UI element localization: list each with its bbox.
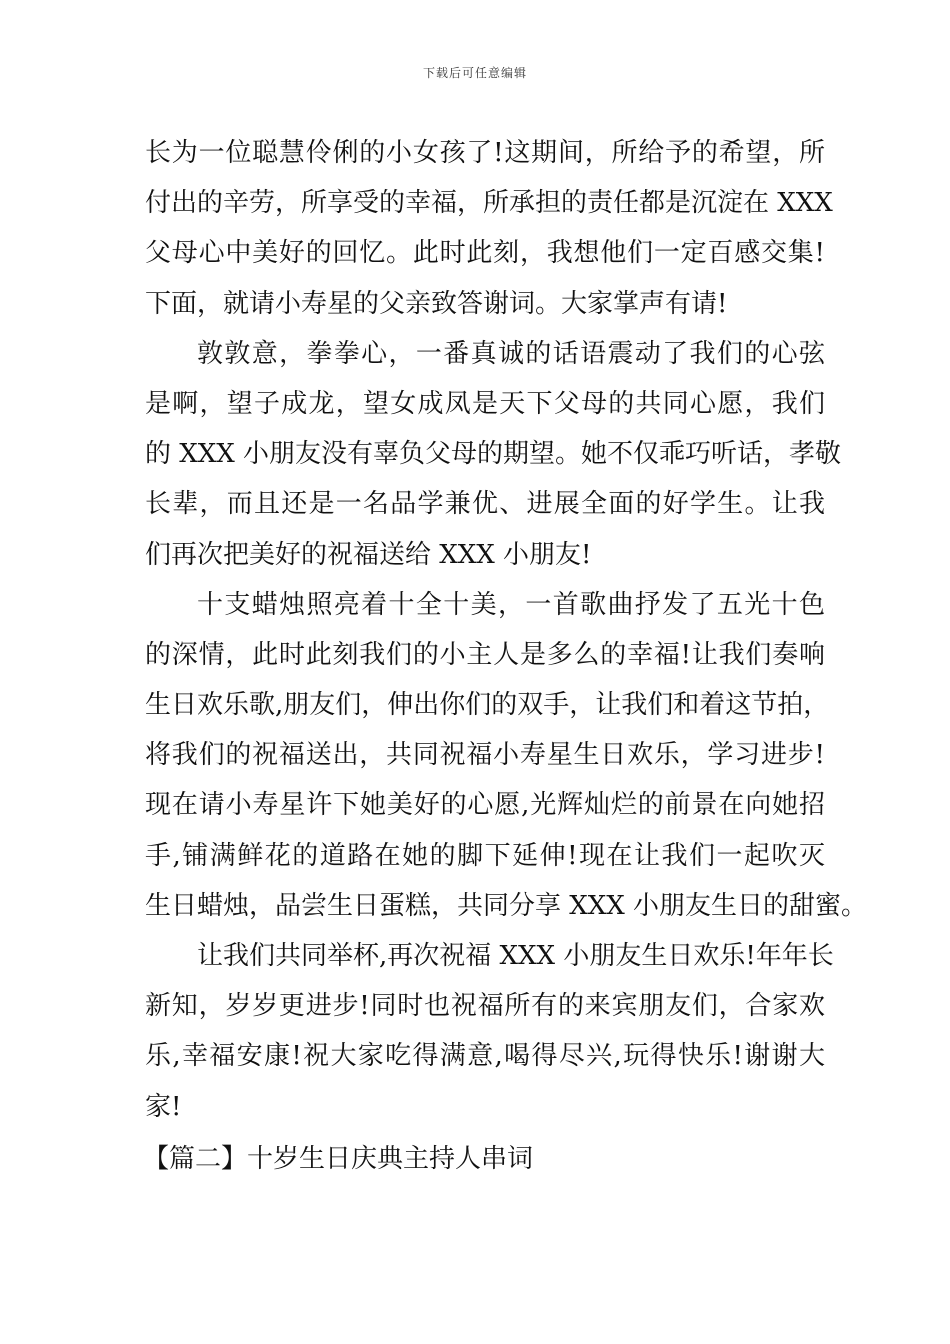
document-body xyxy=(143,128,868,1184)
paragraph-4 xyxy=(145,931,834,1132)
paragraph-3 xyxy=(145,580,868,931)
text-line: 是啊，望子成龙，望女成凤是天下父母的共同心愿，我们 xyxy=(145,388,825,419)
text-line: 生日蜡烛，品尝生日蛋糕，共同分享 XXX 小朋友生日的甜蜜。 xyxy=(145,890,868,921)
page-header-note: 下载后可任意编辑 xyxy=(422,66,527,80)
section-heading: 【篇二】十岁生日庆典主持人串词 xyxy=(143,1143,534,1174)
text-line: 下面，就请小寿星的父亲致答谢词。大家掌声有请! xyxy=(145,288,728,319)
text-line: 让我们共同举杯,再次祝福 XXX 小朋友生日欢乐!年年长 xyxy=(197,941,834,971)
text-line: 长为一位聪慧伶俐的小女孩了!这期间，所给予的希望，所 xyxy=(145,138,825,168)
text-line: 手,铺满鲜花的道路在她的脚下延伸!现在让我们一起吹灭 xyxy=(145,840,825,871)
paragraph-2 xyxy=(145,329,842,580)
text-line: 将我们的祝福送出，共同祝福小寿星生日欢乐，学习进步! xyxy=(145,740,825,771)
text-line: 的 XXX 小朋友没有辜负父母的期望。她不仅乖巧听话，孝敬 xyxy=(145,439,842,470)
text-line: 乐,幸福安康!祝大家吃得满意,喝得尽兴,玩得快乐!谢谢大 xyxy=(145,1041,825,1072)
text-line: 生日欢乐歌,朋友们，伸出你们的双手，让我们和着这节拍， xyxy=(145,690,830,721)
text-line: 现在请小寿星许下她美好的心愿,光辉灿烂的前景在向她招 xyxy=(145,790,825,821)
text-line: 新知，岁岁更进步!同时也祝福所有的来宾朋友们，合家欢 xyxy=(145,991,825,1022)
text-line: 们再次把美好的祝福送给 XXX 小朋友! xyxy=(145,539,592,570)
text-line: 的深情，此时此刻我们的小主人是多么的幸福!让我们奏响 xyxy=(145,639,825,670)
text-line: 付出的辛劳，所享受的幸福，所承担的责任都是沉淀在 XXX xyxy=(145,188,833,219)
text-line: 家! xyxy=(145,1091,182,1122)
paragraph-1 xyxy=(145,128,833,329)
text-line: 长辈，而且还是一名品学兼优、进展全面的好学生。让我 xyxy=(145,489,825,520)
text-line: 敦敦意，拳拳心，一番真诚的话语震动了我们的心弦 xyxy=(197,338,825,369)
text-line: 父母心中美好的回忆。此时此刻，我想他们一定百感交集! xyxy=(145,238,825,269)
text-line: 十支蜡烛照亮着十全十美，一首歌曲抒发了五光十色 xyxy=(197,589,825,620)
